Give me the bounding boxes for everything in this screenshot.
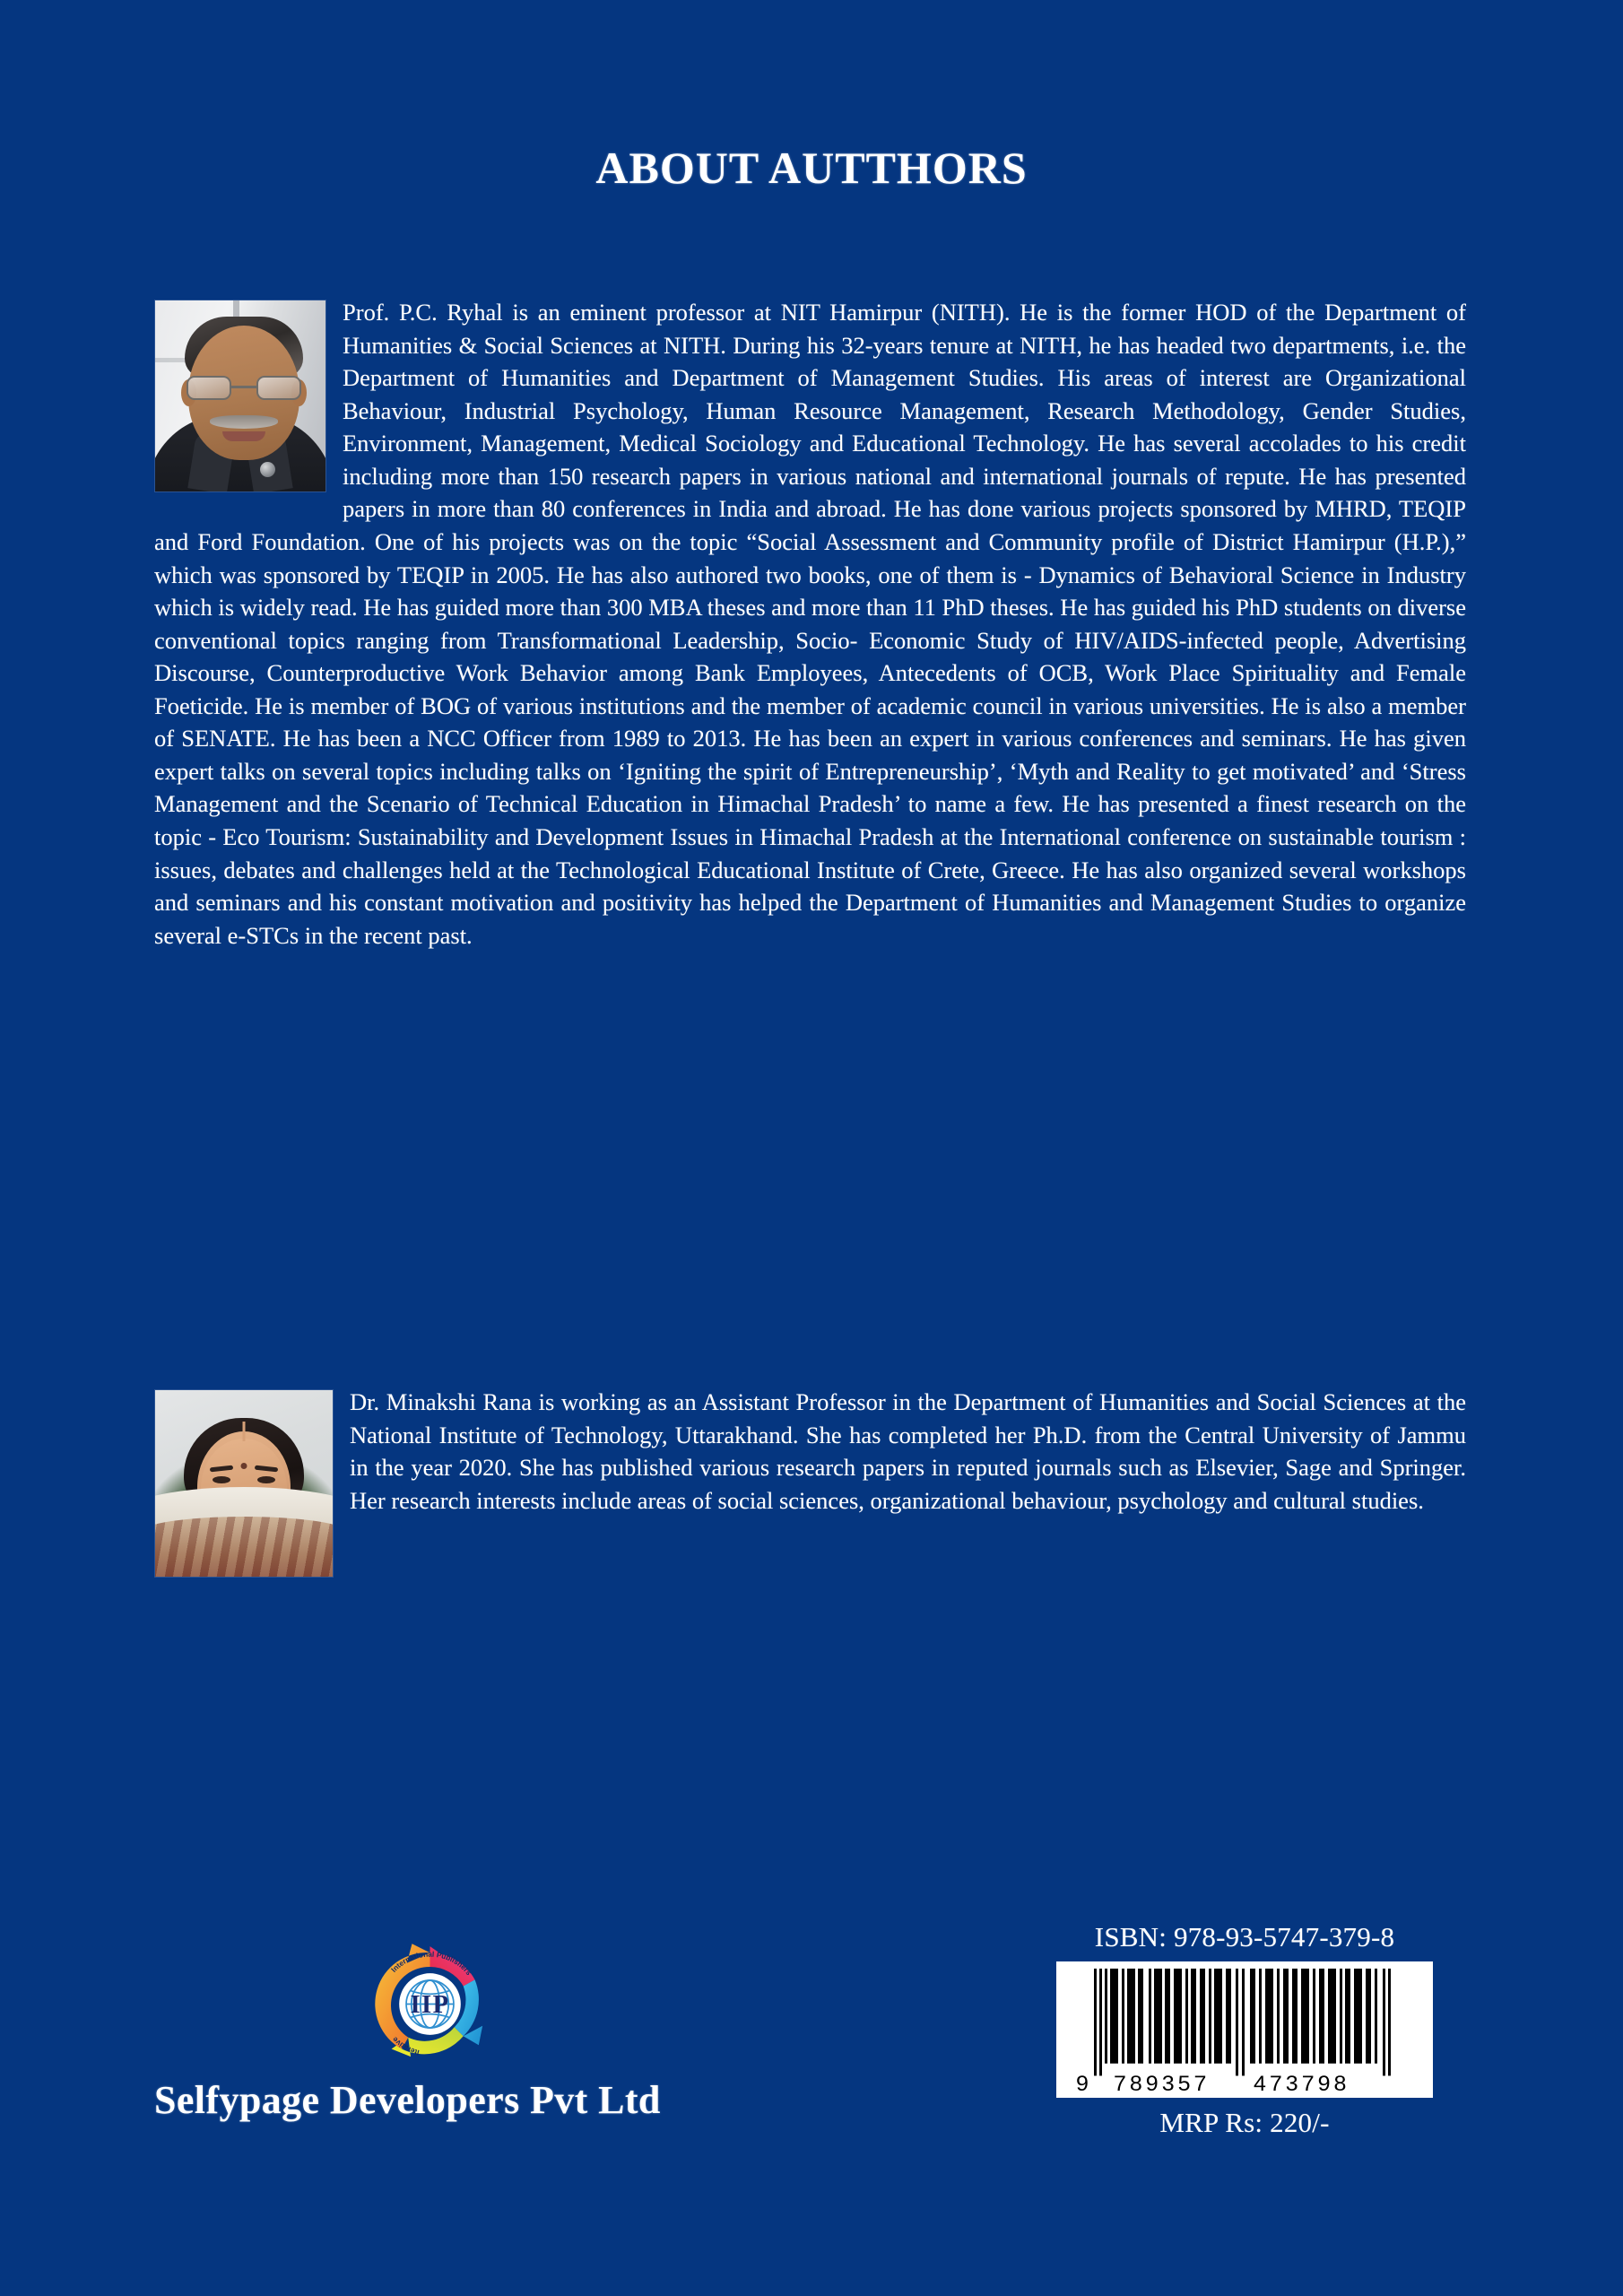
glasses-icon <box>187 376 301 401</box>
mouth-shape <box>222 431 265 441</box>
jacket-button <box>260 462 275 477</box>
publisher-name: Selfypage Developers Pvt Ltd <box>154 2078 661 2122</box>
hair-parting <box>243 1422 246 1441</box>
lens-left <box>187 376 231 400</box>
author-block-1 <box>154 296 1466 952</box>
author-photo-pc-ryhal <box>154 300 326 492</box>
eye-right <box>257 1476 275 1483</box>
isbn-barcode-area <box>1056 1921 1433 2139</box>
author-bio-1: Prof. P.C. Ryhal is an eminent professor at NIT Hamirpur (NITH). He is the former HOD of the Department of Humanities & Social Sciences at NITH. During his 32-years tenure at NITH, he has headed two departments, i.e. the Department of Humanities and Department of Management Studies. His areas of interest are Organizational Behaviour, Industrial Psychology, Human Resource Management, Research Methodology, Gender Studies, Environment, Management, Medical Sociology and Educational Technology. He has several accolades to his credit including more than 150 research papers in various national and international journals of repute. He has presented papers in more than 80 conferences in India and abroad. He has done various projects sponsored by MHRD, TEQIP and Ford Foundation. One of his projects was on the topic “Social Assessment and Community profile of District Hamirpur (H.P.),” which was sponsored by TEQIP in 2005. He has also authored two books, one of them is - Dynamics of Behavioral Science in Industry which is widely read. He has guided more than 300 MBA theses and more than 11 PhD theses. He has guided his PhD students on diverse conventional topics ranging from Transformational Leadership, Socio- Economic Study of HIV/AIDS-infected people, Advertising Discourse, Counterproductive Work Behavior among Bank Employees, Antecedents of OCB, Work Place Spirituality and Female Foeticide. He is member of BOG of various institutions and the member of academic council in various universities. He is also a member of SENATE. He has been a NCC Officer from 1989 to 2013. He has been an expert in various conferences and seminars. He has given expert talks on several topics including talks on ‘Igniting the spirit of Entrepreneurship’, ‘Myth and Reality to get motivated’ and ‘Stress Management and the Scenario of Technical Education in Himachal Pradesh’ to name a few. He has presented a finest research on the topic - Eco Tourism: Sustainability and Development Issues in Himachal Pradesh at the International conference on sustainable tourism : issues, debates and challenges held at the Technological Educational Institute of Crete, Greece. He has also organized several workshops and seminars and his constant motivation and positivity has helped the Department of Humanities and Management Studies to organize several e-STCs in the recent past. <box>154 299 1466 949</box>
glasses-bridge <box>231 386 256 388</box>
barcode-digit-left-guard: 9 <box>1076 2072 1089 2095</box>
page-title: ABOUT AUTTHORS <box>595 143 1028 193</box>
logo-circular-text-bottom: Iterative <box>390 2035 421 2057</box>
eye-left <box>213 1476 230 1483</box>
bindi-mark <box>241 1463 247 1469</box>
portrait-illustration <box>155 300 325 491</box>
lens-right <box>256 376 301 400</box>
iip-publisher-logo-icon <box>366 1940 494 2068</box>
ean13-barcode <box>1056 1961 1433 2098</box>
author-block-2 <box>154 1386 1466 1579</box>
shawl-shape <box>154 1517 334 1578</box>
logo-circular-text-top: International Publishers <box>389 1950 473 1978</box>
logo-acronym: IIP <box>410 1990 450 2019</box>
barcode-digits-right: 473798 <box>1254 2072 1350 2095</box>
mrp-text: MRP Rs: 220/- <box>1159 2107 1330 2138</box>
isbn-text: ISBN: 978-93-5747-379-8 <box>1094 1921 1395 1952</box>
barcode-digits-left: 789357 <box>1114 2072 1211 2095</box>
author-bio-2: Dr. Minakshi Rana is working as an Assistant Professor in the Department of Humanities and Social Sciences at the National Institute of Technology, Uttarakhand. She has completed her Ph.D. from the Central University of Jammu in the year 2020. She has published various research papers in reputed journals such as Elsevier, Sage and Springer. Her research interests include areas of social sciences, organizational behaviour, psychology and cultural studies. <box>350 1388 1466 1514</box>
moustache-shape <box>210 415 278 429</box>
author-photo-minakshi-rana <box>154 1389 334 1578</box>
portrait-illustration <box>155 1390 333 1577</box>
